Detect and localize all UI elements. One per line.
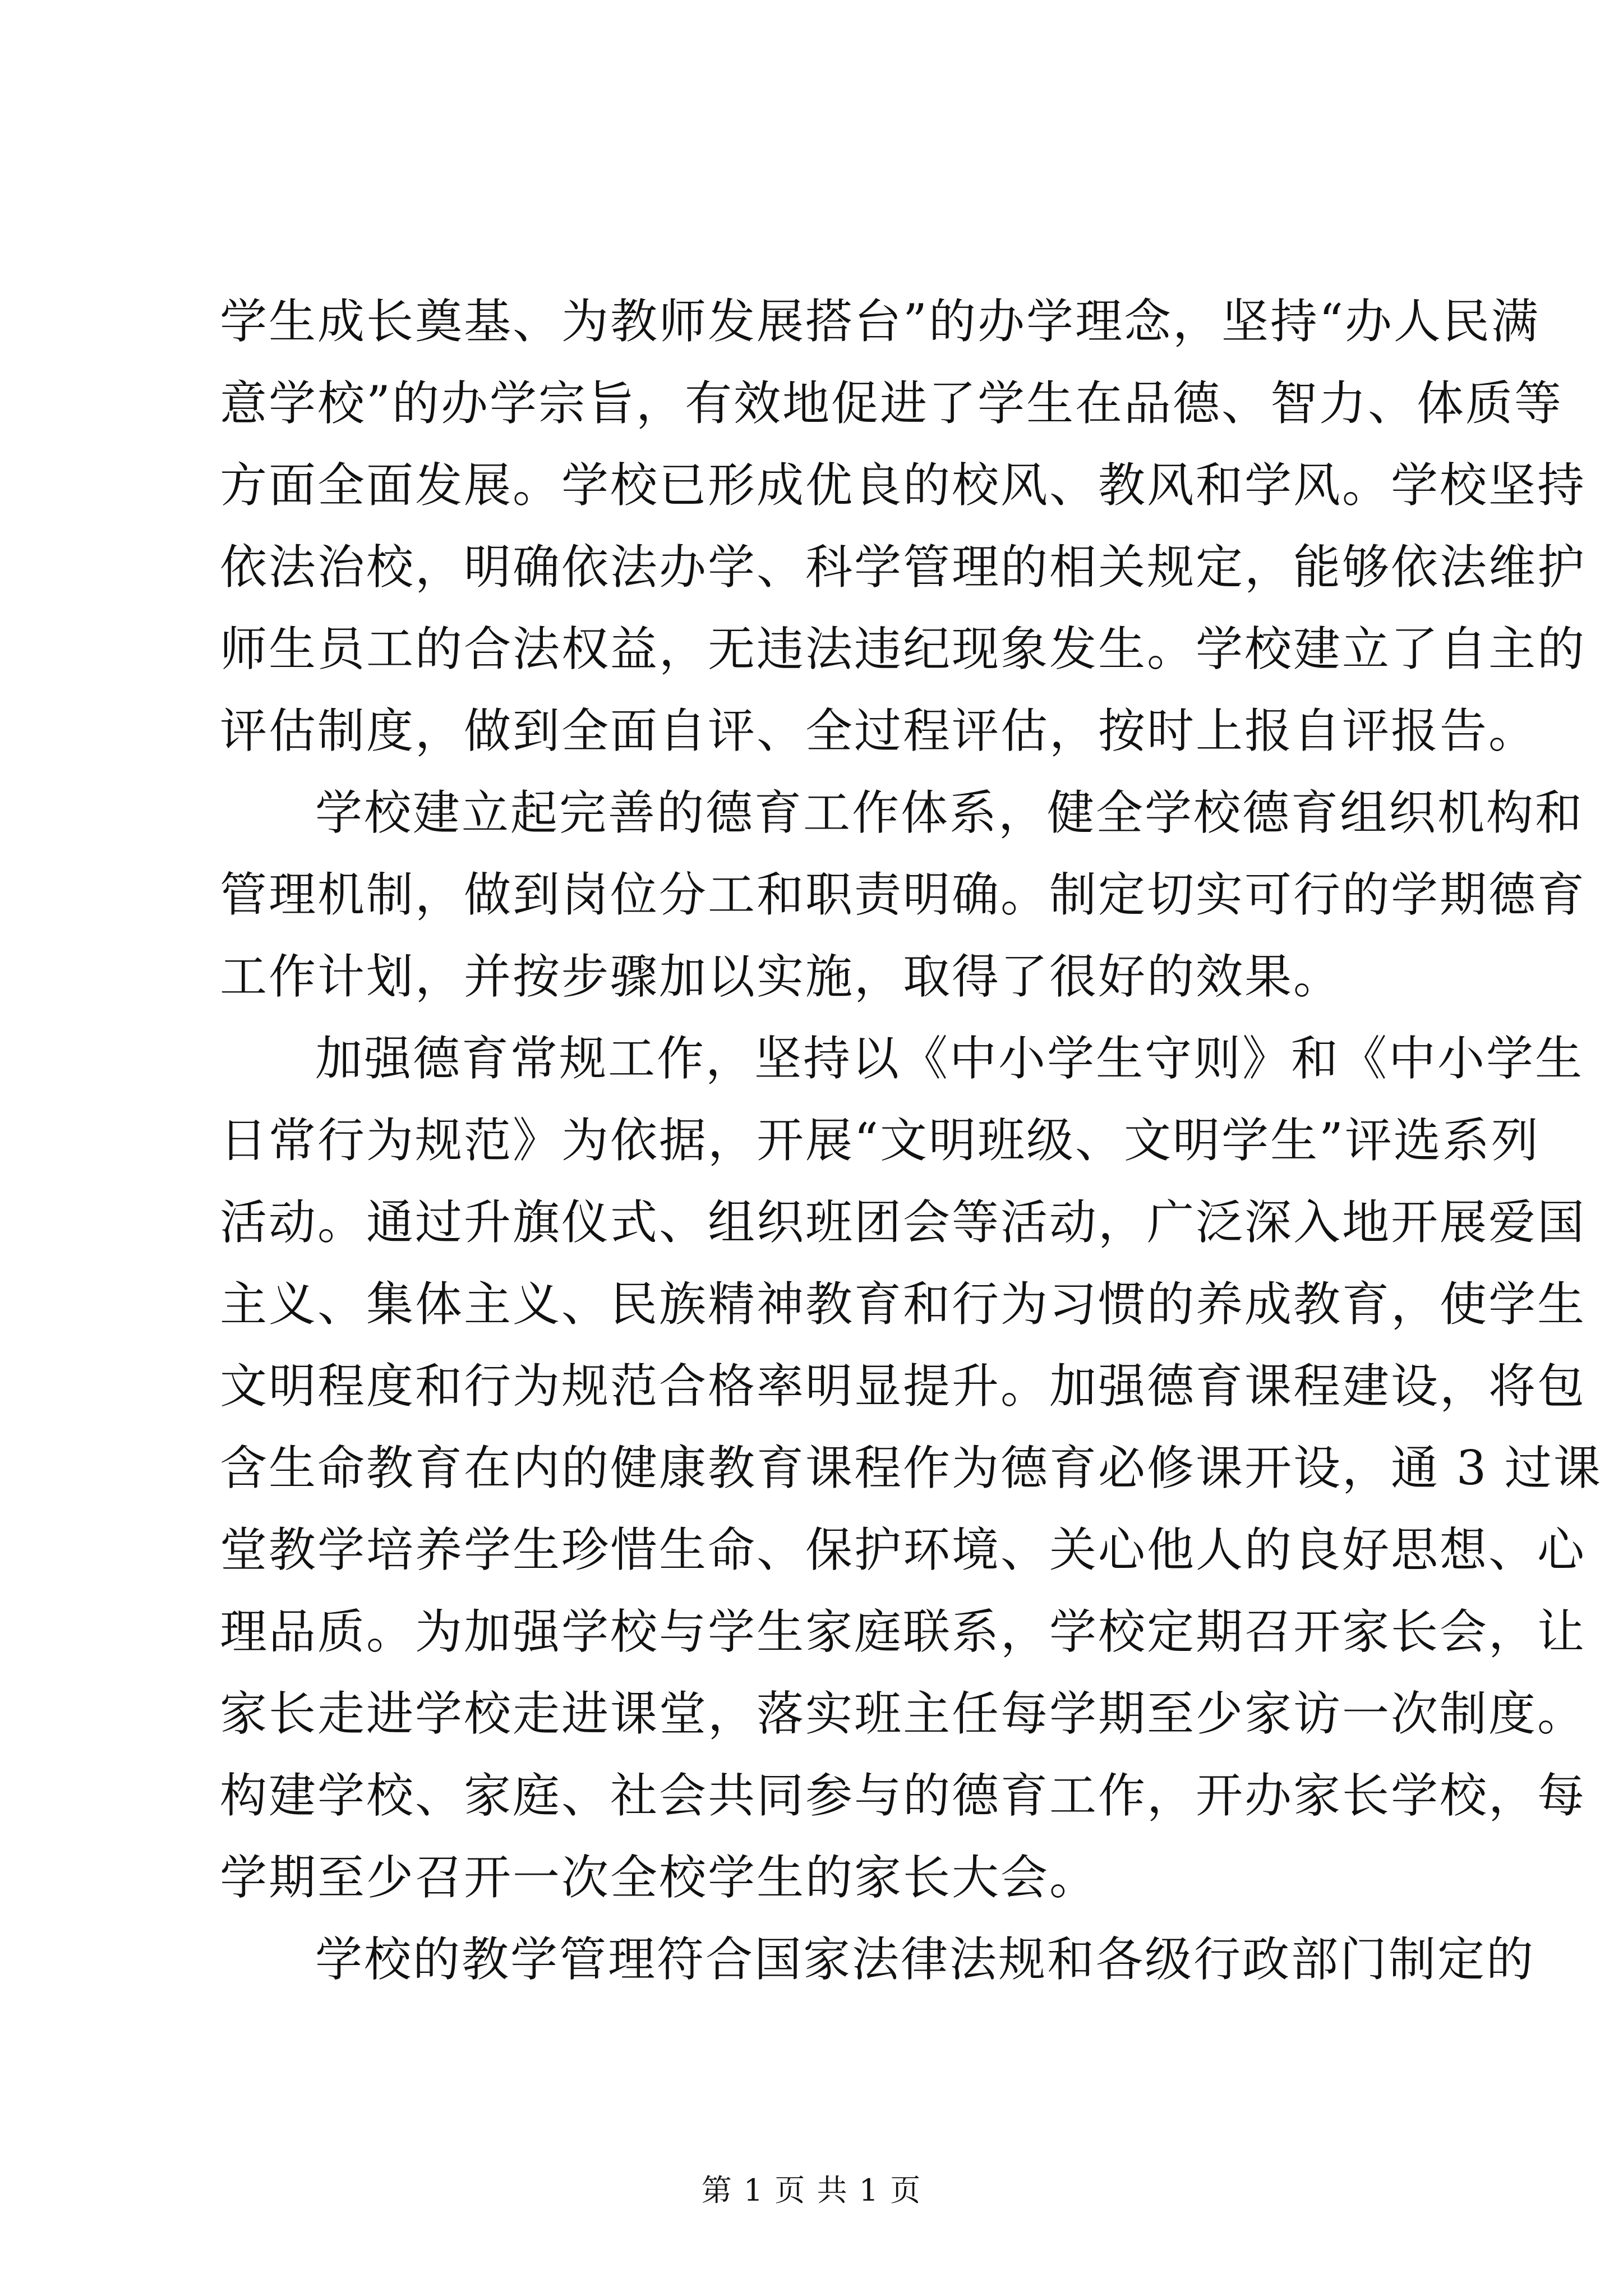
page-footer: 第 1 页 共 1 页 — [701, 2173, 922, 2208]
text-line: 堂教学培养学生珍惜生命、保护环境、关心他人的良好思想、心 — [220, 1522, 1587, 1577]
text-line: 家长走进学校走进课堂，落实班主任每学期至少家访一次制度。 — [220, 1686, 1587, 1741]
text-line: 文明程度和行为规范合格率明显提升。加强德育课程建设，将包 — [220, 1359, 1587, 1414]
paragraph-start-line: 学校的教学管理符合国家法律法规和各级行政部门制定的 — [315, 1932, 1536, 1987]
text-line: 日常行为规范》为依据，开展“文明班级、文明学生”评选系列 — [220, 1113, 1540, 1168]
text-line: 工作计划，并按步骤加以实施，取得了很好的效果。 — [220, 949, 1343, 1004]
text-line: 依法治校，明确依法办学、科学管理的相关规定，能够依法维护 — [220, 540, 1587, 595]
text-line: 主义、集体主义、民族精神教育和行为习惯的养成教育，使学生 — [220, 1277, 1587, 1332]
text-line: 师生员工的合法权益，无违法违纪现象发生。学校建立了自主的 — [220, 622, 1587, 677]
text-line: 构建学校、家庭、社会共同参与的德育工作，开办家长学校，每 — [220, 1768, 1587, 1823]
text-line: 评估制度，做到全面自评、全过程评估，按时上报自评报告。 — [220, 703, 1538, 758]
text-line: 理品质。为加强学校与学生家庭联系，学校定期召开家长会，让 — [220, 1604, 1587, 1659]
text-line: 学生成长奠基、为教师发展搭台”的办学理念，坚持“办人民满 — [220, 294, 1540, 349]
text-line: 活动。通过升旗仪式、组织班团会等活动，广泛深入地开展爱国 — [220, 1195, 1587, 1250]
text-line: 含生命教育在内的健康教育课程作为德育必修课开设，通 3 过课 — [220, 1441, 1602, 1496]
paragraph-start-line: 加强德育常规工作，坚持以《中小学生守则》和《中小学生 — [315, 1031, 1584, 1086]
text-line: 管理机制，做到岗位分工和职责明确。制定切实可行的学期德育 — [220, 867, 1587, 922]
document-body — [220, 280, 1602, 2000]
text-line: 方面全面发展。学校已形成优良的校风、教风和学风。学校坚持 — [220, 458, 1587, 513]
text-line: 学期至少召开一次全校学生的家长大会。 — [220, 1850, 1099, 1905]
paragraph-start-line: 学校建立起完善的德育工作体系，健全学校德育组织机构和 — [315, 785, 1584, 840]
text-line: 意学校”的办学宗旨，有效地促进了学生在品德、智力、体质等 — [220, 376, 1563, 431]
